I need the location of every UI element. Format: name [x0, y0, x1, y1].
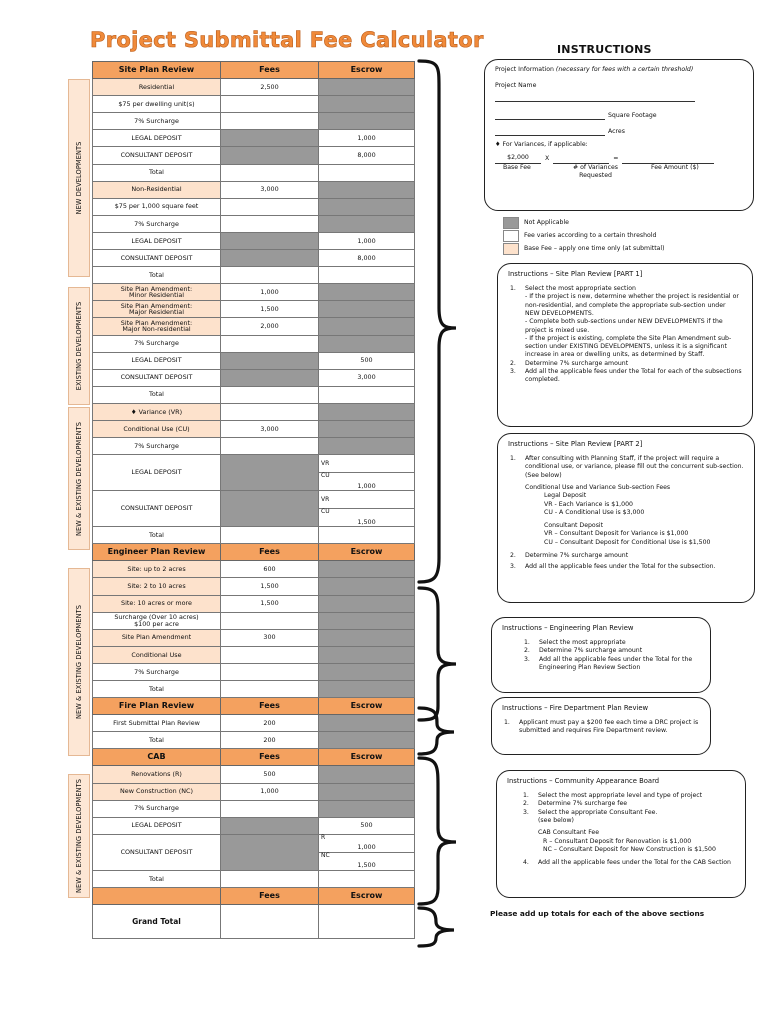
list-item: 1. After consulting with Planning Staff, if the project will require a conditional use, or variance, please fill out the concurrent sub-section. (See below)	[510, 455, 744, 479]
legend-label: Base Fee – apply one time only (at submittal)	[524, 245, 665, 252]
total-label: Total	[93, 267, 221, 284]
row-label: CONSULTANT DEPOSIT	[93, 834, 221, 870]
row-label: Non-Residential	[93, 181, 221, 198]
section-braces	[414, 58, 494, 948]
side-label-existing: EXISTING DEVELOPMENTS	[68, 287, 90, 405]
site2-heading: Instructions – Site Plan Review [PART 2]	[508, 440, 643, 448]
na-cell	[319, 561, 415, 578]
total-escrow-input[interactable]	[319, 527, 415, 544]
fee-input[interactable]	[221, 663, 319, 680]
total-row	[93, 164, 415, 181]
row-label: 7% Surcharge	[93, 663, 221, 680]
total-label: Total	[93, 386, 221, 403]
table-row	[93, 455, 415, 491]
footer-note: Please add up totals for each of the above sections	[490, 909, 705, 918]
cab-fee-title: CAB Consultant Fee	[538, 829, 600, 837]
list-item: 1. Applicant must pay a $200 fee each time a DRC project is submitted and requires Fire Department review.	[504, 719, 699, 735]
list-item: 1. Select the most appropriate	[524, 639, 626, 647]
total-fee-input[interactable]	[221, 267, 319, 284]
escrow-header: Escrow	[319, 698, 415, 715]
na-cell	[319, 420, 415, 437]
escrow-value: 1,000	[357, 481, 376, 490]
fees-header: Fees	[221, 887, 319, 904]
vr-label: VR	[321, 459, 330, 467]
list-item: 3. Select the appropriate Consultant Fee. (see below)	[523, 808, 658, 824]
escrow-header: Escrow	[319, 887, 415, 904]
total-row	[93, 681, 415, 698]
list-item: 1. Select the most appropriate section - If the project is new, determine whether the project is residential or non-residential, and complete the appropriate sub-section under NEW DEVELOPMENTS. - Complete both sub-sections under NEW DEVELOPMENTS if the project is mixed use. - If the project is existing, complete the Site Plan Amendment sub-section under EXISTING DEVELOPMENTS, unless it is a significant increase in area or dwelling units, as determined by Staff.	[510, 285, 739, 359]
square-footage-field[interactable]	[495, 119, 605, 120]
total-fee-input[interactable]	[221, 527, 319, 544]
fire-header-row	[93, 698, 415, 715]
total-row	[93, 870, 415, 887]
total-row	[93, 267, 415, 284]
list-item: 4. Add all the applicable fees under the Total for the CAB Section	[523, 859, 731, 867]
row-label: Site Plan Amendment: Major Residential	[93, 301, 221, 318]
vr-label: VR	[321, 495, 330, 503]
legend-swatch-white	[503, 230, 519, 242]
na-cell	[221, 130, 319, 147]
table-row	[93, 335, 415, 352]
total-escrow-input[interactable]	[319, 164, 415, 181]
vr-cu-escrow-cell[interactable]	[319, 491, 415, 527]
na-cell	[319, 215, 415, 232]
fee-input[interactable]	[221, 646, 319, 663]
table-row	[93, 198, 415, 215]
list-item: 2. Determine 7% surcharge fee	[523, 800, 628, 808]
escrow-value: 1,500	[357, 517, 376, 526]
table-row	[93, 352, 415, 369]
escrow-value: 1,000	[319, 130, 415, 147]
project-name-field[interactable]	[495, 101, 695, 102]
row-label: Site Plan Amendment	[93, 629, 221, 646]
escrow-value: 1,000	[357, 842, 376, 851]
row-label: Residential	[93, 79, 221, 96]
fees-header: Fees	[221, 62, 319, 79]
na-cell	[319, 301, 415, 318]
row-label: LEGAL DEPOSIT	[93, 232, 221, 249]
r-nc-escrow-cell[interactable]	[319, 834, 415, 870]
list-item: 2. Determine 7% surcharge amount	[510, 552, 629, 560]
escrow-value: 500	[319, 352, 415, 369]
grand-total-fee-input[interactable]	[221, 905, 319, 939]
list-item: 2. Determine 7% surcharge amount	[524, 647, 643, 655]
table-row	[93, 646, 415, 663]
table-row	[93, 301, 415, 318]
fee-value: 2,000	[221, 318, 319, 335]
project-info-heading: Project Information (necessary for fees with a certain threshold)	[495, 66, 694, 73]
fee-value: 1,500	[221, 578, 319, 595]
fee-input[interactable]	[221, 335, 319, 352]
list-item: 3. Add all the applicable fees under the Total for each of the subsections completed.	[510, 368, 742, 384]
site-plan-header: Site Plan Review	[93, 62, 221, 79]
nc-label: NC	[321, 851, 330, 859]
table-row	[93, 715, 415, 732]
na-cell	[319, 438, 415, 455]
brace-site-plan	[419, 61, 456, 582]
table-row	[93, 595, 415, 612]
table-row	[93, 629, 415, 646]
fee-input[interactable]	[221, 403, 319, 420]
na-cell	[319, 79, 415, 96]
row-label: CONSULTANT DEPOSIT	[93, 147, 221, 164]
vr-cu-escrow-cell[interactable]	[319, 455, 415, 491]
total-escrow-input[interactable]	[319, 386, 415, 403]
na-cell	[319, 595, 415, 612]
table-row	[93, 215, 415, 232]
row-label: CONSULTANT DEPOSIT	[93, 250, 221, 267]
table-row	[93, 113, 415, 130]
cu-label: CU	[321, 508, 330, 516]
row-label: 7% Surcharge	[93, 800, 221, 817]
row-label: Site: 10 acres or more	[93, 595, 221, 612]
row-label: LEGAL DEPOSIT	[93, 352, 221, 369]
equals-sign: =	[613, 155, 619, 163]
row-label: LEGAL DEPOSIT	[93, 817, 221, 834]
row-label: $75 per dwelling unit(s)	[93, 96, 221, 113]
na-cell	[319, 783, 415, 800]
multiply-sign: X	[545, 155, 550, 163]
row-label: CONSULTANT DEPOSIT	[93, 369, 221, 386]
engineer-header: Engineer Plan Review	[93, 544, 221, 561]
table-row	[93, 766, 415, 783]
row-label: Site: up to 2 acres	[93, 561, 221, 578]
total-fee-input[interactable]	[221, 870, 319, 887]
fee-amount-caption: Fee Amount ($)	[651, 163, 699, 171]
escrow-header: Escrow	[319, 62, 415, 79]
table-row	[93, 369, 415, 386]
fee-value: 1,500	[221, 301, 319, 318]
escrow-value: 8,000	[319, 147, 415, 164]
fee-input[interactable]	[221, 800, 319, 817]
total-label: Total	[93, 681, 221, 698]
total-label: Total	[93, 527, 221, 544]
na-cell	[319, 732, 415, 749]
fees-header: Fees	[221, 544, 319, 561]
total-row	[93, 732, 415, 749]
na-cell	[319, 403, 415, 420]
na-cell	[221, 232, 319, 249]
fee-input[interactable]	[221, 96, 319, 113]
na-cell	[319, 612, 415, 629]
fee-value: 3,000	[221, 181, 319, 198]
row-label: LEGAL DEPOSIT	[93, 455, 221, 491]
table-row	[93, 79, 415, 96]
total-fee-input[interactable]	[221, 681, 319, 698]
escrow-value: 8,000	[319, 250, 415, 267]
total-row	[93, 527, 415, 544]
total-escrow-input[interactable]	[319, 870, 415, 887]
total-escrow-input[interactable]	[319, 267, 415, 284]
fee-input[interactable]	[221, 438, 319, 455]
escrow-header: Escrow	[319, 749, 415, 766]
acres-label: Acres	[608, 127, 625, 135]
na-cell	[221, 491, 319, 527]
row-label: First Submittal Plan Review	[93, 715, 221, 732]
total-label: Total	[93, 164, 221, 181]
na-cell	[319, 766, 415, 783]
table-row	[93, 181, 415, 198]
total-row	[93, 386, 415, 403]
fee-input[interactable]	[221, 612, 319, 629]
grand-header-row	[93, 887, 415, 904]
table-row	[93, 663, 415, 680]
escrow-header: Escrow	[319, 544, 415, 561]
grand-header-blank	[93, 887, 221, 904]
cu-label: CU	[321, 472, 330, 480]
list-item: 2. Determine 7% surcharge amount	[510, 359, 629, 367]
list-item: 3. Add all the applicable fees under the Total for the Engineering Plan Review Section	[524, 655, 693, 671]
table-row	[93, 612, 415, 629]
na-cell	[221, 250, 319, 267]
legal-deposit-title: Legal Deposit	[544, 492, 587, 500]
brace-cab	[419, 758, 456, 904]
grand-total-label: Grand Total	[93, 905, 221, 939]
row-label: 7% Surcharge	[93, 215, 221, 232]
na-cell	[319, 284, 415, 301]
na-cell	[319, 800, 415, 817]
fee-value: 500	[221, 766, 319, 783]
project-name-label: Project Name	[495, 82, 537, 90]
na-cell	[221, 817, 319, 834]
site-plan-header-row	[93, 62, 415, 79]
cab-fee-nc: NC – Consultant Deposit for New Construction is $1,500	[543, 845, 716, 853]
legal-vr-text: VR - Each Variance is $1,000	[544, 500, 633, 508]
consult-cu-text: CU – Consultant Deposit for Conditional Use is $1,500	[544, 538, 711, 546]
table-row	[93, 147, 415, 164]
legend-label: Fee varies according to a certain threshold	[524, 232, 657, 239]
fee-value: 2,500	[221, 79, 319, 96]
na-cell	[319, 715, 415, 732]
grand-total-escrow-input[interactable]	[319, 905, 415, 939]
table-row	[93, 800, 415, 817]
row-label: Conditional Use (CU)	[93, 420, 221, 437]
escrow-value: 3,000	[319, 369, 415, 386]
brace-fire	[419, 708, 454, 754]
fee-value: 1,000	[221, 284, 319, 301]
na-cell	[319, 681, 415, 698]
row-label: New Construction (NC)	[93, 783, 221, 800]
eng-heading: Instructions – Engineering Plan Review	[502, 624, 634, 632]
total-fee-input[interactable]	[221, 386, 319, 403]
legend-swatch-gray	[503, 217, 519, 229]
na-cell	[221, 834, 319, 870]
escrow-value: 1,000	[319, 232, 415, 249]
fees-header: Fees	[221, 749, 319, 766]
fee-value: 1,000	[221, 783, 319, 800]
table-row	[93, 438, 415, 455]
base-amount: $2,000	[495, 154, 541, 163]
base-fee-caption: Base Fee	[503, 163, 531, 171]
cab-header: CAB	[93, 749, 221, 766]
table-row	[93, 817, 415, 834]
row-label: ♦ Variance (VR)	[93, 403, 221, 420]
row-label: Conditional Use	[93, 646, 221, 663]
na-cell	[319, 663, 415, 680]
table-row	[93, 578, 415, 595]
table-row	[93, 491, 415, 527]
row-label: Site Plan Amendment: Major Non-residential	[93, 318, 221, 335]
instructions-site-plan-part2	[497, 433, 755, 603]
r-label: R	[321, 833, 326, 841]
cu-vr-fees-title: Conditional Use and Variance Sub-section Fees	[525, 483, 671, 491]
variances-label: ♦ For Variances, if applicable:	[495, 141, 588, 149]
table-row	[93, 250, 415, 267]
grand-total-row	[93, 905, 415, 939]
side-label-new-existing-eng: NEW & EXISTING DEVELOPMENTS	[68, 568, 90, 756]
row-label: Surcharge (Over 10 acres) $100 per acre	[93, 612, 221, 629]
side-label-new: NEW DEVELOPMENTS	[68, 79, 90, 277]
instructions-engineering	[491, 617, 711, 693]
num-variances-caption: # of Variances Requested	[573, 163, 619, 180]
na-cell	[319, 578, 415, 595]
list-item: 3. Add all the applicable fees under the Total for the subsection.	[510, 563, 716, 571]
na-cell	[319, 113, 415, 130]
fee-value: 1,500	[221, 595, 319, 612]
table-row	[93, 284, 415, 301]
fees-header: Fees	[221, 698, 319, 715]
table-row	[93, 96, 415, 113]
fee-input[interactable]	[221, 113, 319, 130]
table-row	[93, 561, 415, 578]
na-cell	[319, 181, 415, 198]
legend-label: Not Applicable	[524, 219, 569, 226]
fee-value: 300	[221, 629, 319, 646]
cab-header-row	[93, 749, 415, 766]
instructions-fire	[491, 697, 711, 755]
na-cell	[319, 96, 415, 113]
project-info-box	[484, 59, 754, 211]
list-item: 1. Select the most appropriate level and type of project	[523, 792, 703, 800]
fire-header: Fire Plan Review	[93, 698, 221, 715]
instructions-title: INSTRUCTIONS	[557, 43, 652, 56]
row-label: Site Plan Amendment: Minor Residential	[93, 284, 221, 301]
fee-value: 3,000	[221, 420, 319, 437]
table-row	[93, 403, 415, 420]
row-label: $75 per 1,000 square feet	[93, 198, 221, 215]
fee-value: 200	[221, 715, 319, 732]
table-row	[93, 783, 415, 800]
na-cell	[221, 147, 319, 164]
na-cell	[221, 369, 319, 386]
na-cell	[319, 335, 415, 352]
fee-value: 600	[221, 561, 319, 578]
table-row	[93, 834, 415, 870]
engineer-header-row	[93, 544, 415, 561]
table-row	[93, 130, 415, 147]
row-label: 7% Surcharge	[93, 335, 221, 352]
row-label: CONSULTANT DEPOSIT	[93, 491, 221, 527]
site1-heading: Instructions – Site Plan Review [PART 1]	[508, 270, 643, 278]
page-title: Project Submittal Fee Calculator	[90, 28, 484, 52]
na-cell	[221, 352, 319, 369]
total-fee-input[interactable]	[221, 164, 319, 181]
row-label: Site: 2 to 10 acres	[93, 578, 221, 595]
square-footage-label: Square Footage	[608, 111, 657, 119]
total-label: Total	[93, 732, 221, 749]
side-label-new-existing-cu: NEW & EXISTING DEVELOPMENTS	[68, 407, 90, 550]
na-cell	[319, 646, 415, 663]
instructions-cab	[496, 770, 746, 898]
fee-input[interactable]	[221, 215, 319, 232]
consult-vr-text: VR – Consultant Deposit for Variance is $1,000	[544, 530, 689, 538]
escrow-value: 500	[319, 817, 415, 834]
fire-heading: Instructions – Fire Department Plan Review	[502, 704, 649, 712]
na-cell	[319, 318, 415, 335]
legend-swatch-peach	[503, 243, 519, 255]
na-cell	[319, 629, 415, 646]
cab-heading: Instructions – Community Appearance Board	[507, 777, 660, 785]
na-cell	[221, 455, 319, 491]
na-cell	[319, 198, 415, 215]
row-label: Renovations (R)	[93, 766, 221, 783]
acres-field[interactable]	[495, 135, 605, 136]
table-row	[93, 232, 415, 249]
cab-fee-r: R – Consultant Deposit for Renovation is $1,000	[543, 837, 692, 845]
row-label: 7% Surcharge	[93, 438, 221, 455]
fee-calculator-table	[92, 61, 415, 939]
brace-grand-total	[419, 908, 454, 946]
total-label: Total	[93, 870, 221, 887]
legal-cu-text: CU - A Conditional Use is $3,000	[544, 508, 645, 516]
side-label-new-existing-cab: NEW & EXISTING DEVELOPMENTS	[68, 774, 90, 898]
row-label: 7% Surcharge	[93, 113, 221, 130]
row-label: LEGAL DEPOSIT	[93, 130, 221, 147]
consultant-deposit-title: Consultant Deposit	[544, 522, 604, 530]
fee-value: 200	[221, 732, 319, 749]
escrow-value: 1,500	[357, 861, 376, 870]
table-row	[93, 420, 415, 437]
instructions-site-plan-part1	[497, 263, 753, 427]
brace-engineer	[419, 588, 456, 720]
fee-input[interactable]	[221, 198, 319, 215]
table-row	[93, 318, 415, 335]
